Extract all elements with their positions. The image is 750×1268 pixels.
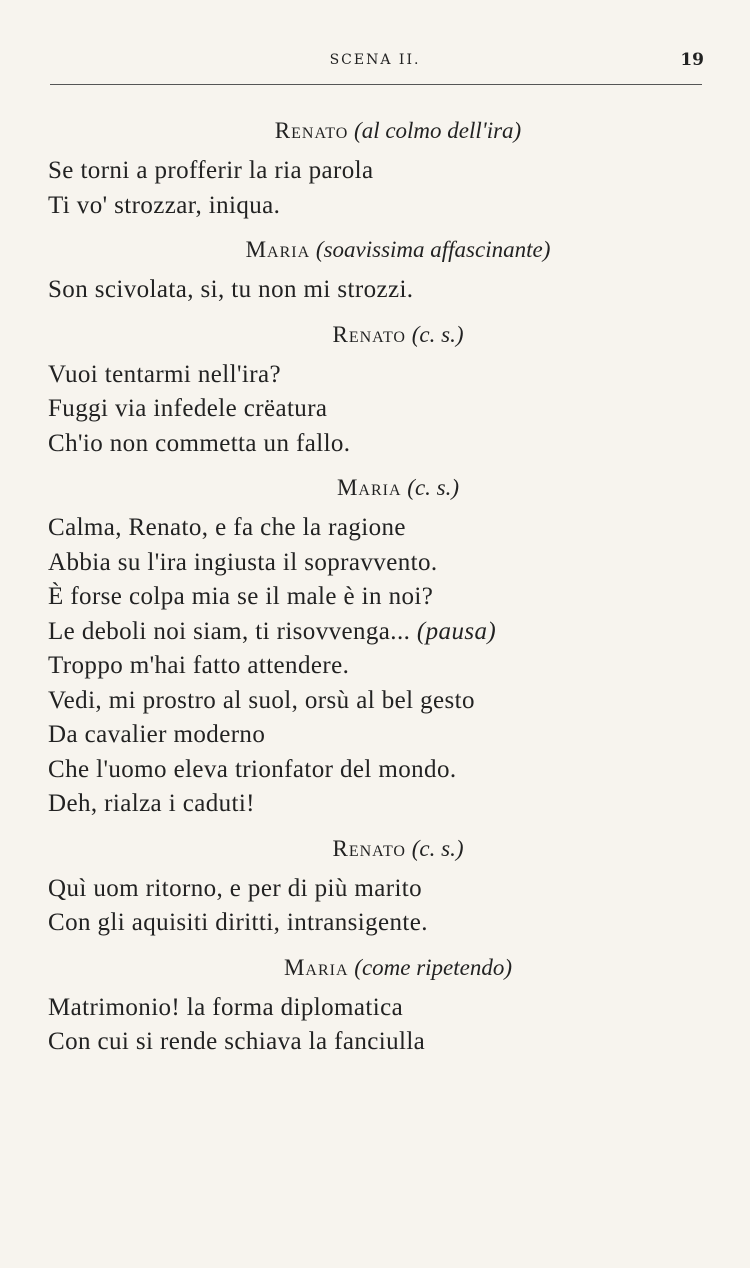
speaker-heading [48, 233, 708, 267]
verse-line: Son scivolata, si, tu non mi strozzi. [48, 276, 414, 303]
speaker-name: Maria [245, 237, 311, 262]
speaker-heading [48, 114, 708, 148]
verse-line: Ch'io non commetta un fallo. [48, 429, 351, 457]
verse-line-text: Le deboli noi siam, ti risovvenga... [48, 617, 411, 645]
stage-direction: (c. s.) [407, 475, 460, 500]
speaker-heading [48, 318, 708, 352]
stage-direction: (come ripetendo) [354, 954, 513, 980]
speaker-name: Renato [274, 118, 349, 143]
verse-line: Vedi, mi prostro al suol, orsù al bel gesto [48, 686, 475, 714]
verse-line: Con gli aquisiti diritti, intransigente. [48, 909, 428, 936]
inline-stage-direction: (pausa) [416, 617, 497, 645]
running-title: SCENA II. [329, 52, 421, 68]
running-head [0, 50, 750, 74]
speaker-heading [48, 832, 708, 866]
speaker-name: Renato [332, 835, 406, 861]
verse-line: Da cavalier moderno [48, 721, 266, 748]
speaker-heading [48, 471, 708, 505]
verse-line: Se torni a profferir la ria parola [48, 157, 374, 184]
page-number: 19 [680, 50, 704, 70]
stage-direction: (soavissima affascinante) [315, 237, 551, 262]
verse-block [48, 991, 708, 1060]
verse-block [48, 273, 708, 308]
verse-block [48, 511, 708, 822]
verse-line: Ti vo' strozzar, iniqua. [48, 191, 281, 219]
verse-line: Con cui si rende schiava la fanciulla [48, 1028, 426, 1055]
verse-line-with-direction [48, 615, 708, 650]
speaker-name: Maria [336, 475, 402, 500]
verse-line: Matrimonio! la forma diplomatica [48, 993, 404, 1021]
verse-block [48, 358, 708, 462]
verse-block [48, 872, 708, 941]
verse-line: Quì uom ritorno, e per di più marito [48, 874, 423, 902]
stage-direction: (c. s.) [411, 321, 464, 347]
speaker-name: Renato [332, 321, 406, 347]
stage-direction: (al colmo dell'ira) [354, 118, 522, 143]
verse-line: Deh, rialza i caduti! [48, 790, 255, 817]
speaker-heading [48, 951, 708, 985]
script-text [48, 108, 708, 1070]
stage-direction: (c. s.) [411, 835, 464, 861]
speaker-name: Maria [283, 954, 349, 980]
verse-line: Vuoi tentarmi nell'ira? [48, 360, 281, 388]
verse-block [48, 154, 708, 223]
verse-line: Abbia su l'ira ingiusta il sopravvento. [48, 548, 438, 576]
verse-line: Troppo m'hai fatto attendere. [48, 652, 350, 679]
verse-line: Che l'uomo eleva trionfator del mondo. [48, 755, 457, 783]
header-rule [50, 84, 702, 85]
verse-line: Fuggi via infedele crëatura [48, 395, 328, 422]
verse-line: È forse colpa mia se il male è in noi? [48, 583, 434, 610]
verse-line: Calma, Renato, e fa che la ragione [48, 514, 406, 541]
